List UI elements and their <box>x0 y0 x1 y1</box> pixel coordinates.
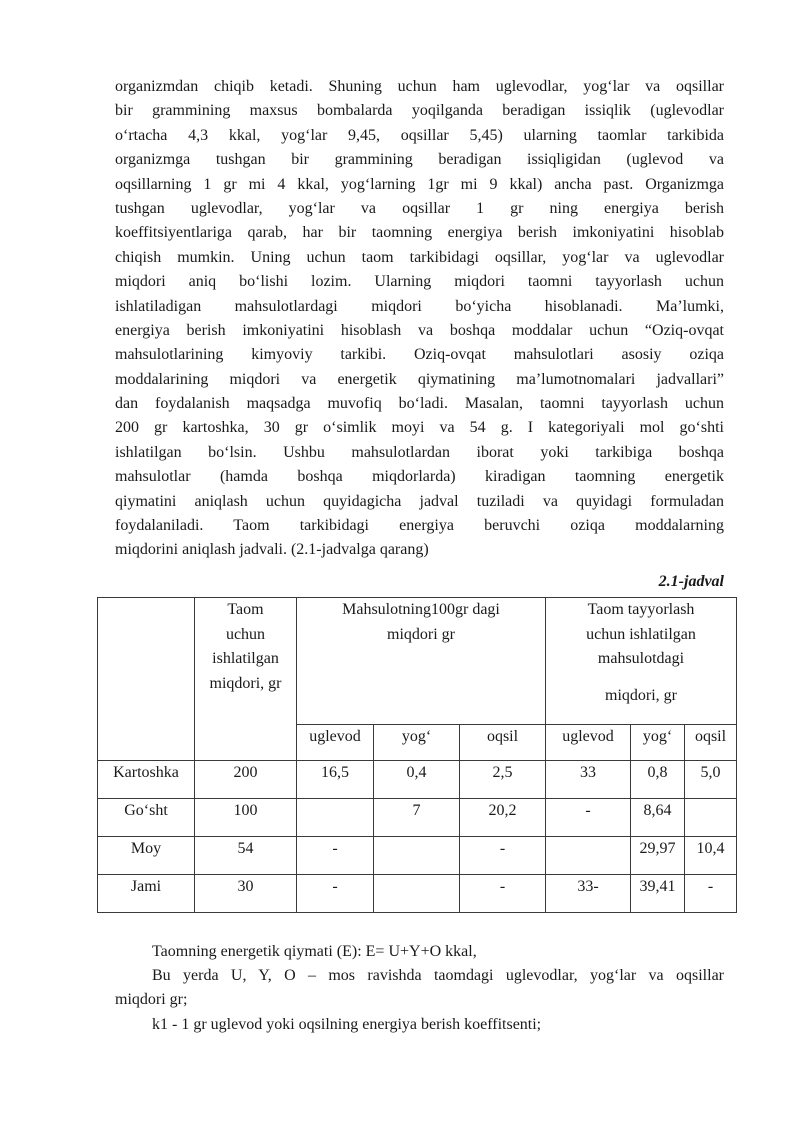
table-cell: - <box>460 875 546 913</box>
subheader-cell: uglevod <box>546 725 631 761</box>
explanation-line: miqdori gr; <box>115 991 188 1009</box>
header-used-cell <box>546 598 737 725</box>
header-text: miqdori, gr <box>209 674 282 692</box>
table-row <box>98 799 737 837</box>
paragraph-line: foydalaniladi. Taom tarkibidagi energiya beruvchi oziqa moddalarning <box>115 517 724 535</box>
subheader-cell: oqsil <box>460 725 546 761</box>
header-text: miqdori, gr <box>605 686 677 704</box>
table-cell: - <box>297 837 374 875</box>
paragraph-line: organizmga tushgan bir grammining beradigan issiqligidan (uglevod va <box>115 151 724 169</box>
body-paragraph <box>115 75 724 563</box>
subheader-cell: oqsil <box>685 725 737 761</box>
table-row <box>98 875 737 913</box>
row-name-cell: Go‘sht <box>98 799 195 837</box>
table-cell: 7 <box>374 799 460 837</box>
table-cell: - <box>685 875 737 913</box>
explanation-paragraph <box>115 964 724 1013</box>
table-cell: 29,97 <box>631 837 685 875</box>
table-cell: 8,64 <box>631 799 685 837</box>
paragraph-line: ishlatiladigan mahsulotlardagi miqdori bo‘yicha hisoblanadi. Ma’lumki, <box>115 297 724 315</box>
header-text: Taom <box>227 601 264 618</box>
table-cell: 33 <box>546 761 631 799</box>
paragraph-line: energiya berish imkoniyatini hisoblash va boshqa moddalar uchun “Oziq-ovqat <box>115 321 724 339</box>
table-cell <box>546 837 631 875</box>
table-cell: - <box>546 799 631 837</box>
paragraph-line: dan foydalanish maqsadga muvofiq bo‘ladi. Masalan, taomni tayyorlash uchun <box>115 395 724 413</box>
formula-text: Taomning energetik qiymati (E): E= U+Y+O kkal, <box>152 943 477 960</box>
table-cell: 20,2 <box>460 799 546 837</box>
paragraph-line: qiymatini aniqlash uchun quyidagicha jadval tuziladi va quyidagi formuladan <box>115 492 724 510</box>
paragraph-line: miqdori aniq bo‘lishi lozim. Ularning miqdori taomni tayyorlash uchun <box>115 273 724 291</box>
header-text: Taom tayyorlash <box>587 601 695 618</box>
table-cell <box>374 875 460 913</box>
row-name-cell: Jami <box>98 875 195 913</box>
table-cell: 30 <box>195 875 297 913</box>
table-row <box>98 837 737 875</box>
subheader-cell: yog‘ <box>631 725 685 761</box>
paragraph-line: miqdorini aniqlash jadvali. (2.1-jadvalga qarang) <box>115 541 429 559</box>
table-header-row <box>98 598 737 725</box>
table-row <box>98 761 737 799</box>
paragraph-line: ishlatilgan bo‘lsin. Ushbu mahsulotlardan iborat yoki tarkibiga boshqa <box>115 443 724 461</box>
paragraph-line: o‘rtacha 4,3 kkal, yog‘lar 9,45, oqsillar 5,45) ularning taomlar tarkibida <box>115 126 724 144</box>
table-cell: - <box>460 837 546 875</box>
paragraph-line: bir grammining maxsus bombalarda yoqilganda beradigan issiqlik (uglevodlar <box>115 102 724 120</box>
header-text: mahsulotdagi <box>597 650 685 667</box>
paragraph-line: 200 gr kartoshka, 30 gr o‘simlik moyi va 54 g. I kategoriyali mol go‘shti <box>115 419 724 437</box>
coefficient-line <box>152 1013 541 1037</box>
row-name-cell: Kartoshka <box>98 761 195 799</box>
table-cell: 200 <box>195 761 297 799</box>
header-text: uchun ishlatilgan <box>586 625 696 643</box>
row-name-cell: Moy <box>98 837 195 875</box>
paragraph-line: moddalarining miqdori va energetik qiymatining ma’lumotnomalari jadvallari” <box>115 370 724 388</box>
table-cell: 39,41 <box>631 875 685 913</box>
table-cell: 54 <box>195 837 297 875</box>
header-amount-cell <box>195 598 297 761</box>
paragraph-line: chiqish mumkin. Uning uchun taom tarkibidagi oqsillar, yog‘lar va uglevodlar <box>115 248 724 266</box>
table-cell: 5,0 <box>685 761 737 799</box>
paragraph-line: organizmdan chiqib ketadi. Shuning uchun ham uglevodlar, yog‘lar va oqsillar <box>115 78 724 95</box>
table-cell <box>297 799 374 837</box>
table-caption: 2.1-jadval <box>658 573 724 590</box>
paragraph-line: oqsillarning 1 gr mi 4 kkal, yog‘larning 1gr mi 9 kkal) ancha past. Organizmga <box>115 175 724 193</box>
coefficient-text: k1 - 1 gr uglevod yoki oqsilning energiya berish koeffitsenti; <box>152 1016 542 1033</box>
header-text: ishlatilgan <box>212 650 279 667</box>
table-cell: 100 <box>195 799 297 837</box>
table-cell: - <box>297 875 374 913</box>
nutrient-table <box>97 597 737 913</box>
table-cell: 0,4 <box>374 761 460 799</box>
table-cell: 2,5 <box>460 761 546 799</box>
table-cell: 10,4 <box>685 837 737 875</box>
table-cell <box>374 837 460 875</box>
paragraph-line: koeffitsiyentlariga qarab, har bir taomning energiya berish imkoniyatini hisoblab <box>115 224 724 242</box>
subheader-cell: yog‘ <box>374 725 460 761</box>
header-text: miqdori gr <box>387 625 455 643</box>
subheader-cell: uglevod <box>297 725 374 761</box>
explanation-line: Bu yerda U, Y, O – mos ravishda taomdagi uglevodlar, yog‘lar va oqsillar <box>152 967 724 984</box>
formula-line <box>152 940 477 964</box>
paragraph-line: tushgan uglevodlar, yog‘lar va oqsillar 1 gr ning energiya berish <box>115 199 724 217</box>
header-text: uchun <box>225 625 266 643</box>
header-per100-cell <box>297 598 546 725</box>
table-cell: 0,8 <box>631 761 685 799</box>
table-cell <box>685 799 737 837</box>
header-empty-cell <box>98 598 195 761</box>
table-cell: 16,5 <box>297 761 374 799</box>
paragraph-line: mahsulotlar (hamda boshqa miqdorlarda) kiradigan taomning energetik <box>115 468 724 486</box>
paragraph-line: mahsulotlarining kimyoviy tarkibi. Oziq-ovqat mahsulotlari asosiy oziqa <box>115 346 724 364</box>
header-text: Mahsulotning100gr dagi <box>342 601 500 618</box>
table-cell: 33- <box>546 875 631 913</box>
